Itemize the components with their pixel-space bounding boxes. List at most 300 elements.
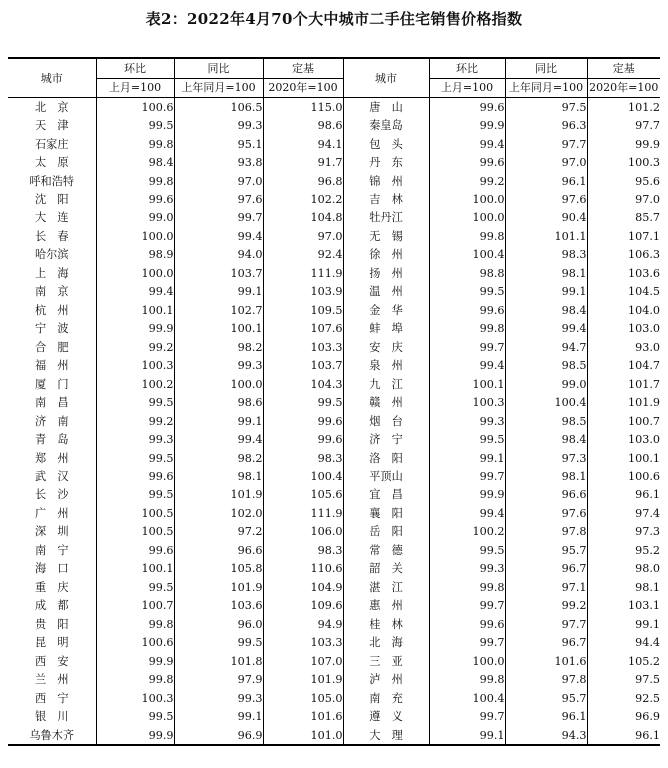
cell-base-right: 100.1: [587, 449, 660, 467]
cell-yoy-right: 99.2: [505, 597, 587, 615]
cell-mom-right: 99.1: [429, 449, 505, 467]
cell-yoy-left: 100.0: [174, 375, 263, 393]
cell-city-left: 乌鲁木齐: [8, 726, 96, 745]
cell-mom-left: 100.6: [96, 634, 174, 652]
cell-yoy-left: 99.4: [174, 430, 263, 448]
cell-mom-right: 99.2: [429, 172, 505, 190]
cell-base-right: 92.5: [587, 689, 660, 707]
cell-base-left: 101.0: [263, 726, 343, 745]
table-row: [8, 578, 660, 596]
cell-base-left: 111.9: [263, 504, 343, 522]
cell-mom-right: 99.9: [429, 116, 505, 134]
cell-city-left: 济 南: [34, 414, 69, 428]
cell-city-left: 长 沙: [34, 488, 69, 502]
cell-base-right: 96.1: [587, 486, 660, 504]
cell-base-right: 99.1: [587, 615, 660, 633]
cell-mom-right: 99.5: [429, 541, 505, 559]
cell-base-left: 103.7: [263, 357, 343, 375]
cell-city-right: 烟 台: [343, 412, 429, 430]
cell-base-right: 104.0: [587, 301, 660, 319]
cell-city-left: 大 连: [34, 211, 69, 225]
cell-city-right: 唐 山: [343, 98, 429, 117]
cell-city-right: 温 州: [343, 283, 429, 301]
cell-city-left: 贵 阳: [34, 617, 69, 631]
cell-mom-right: 99.6: [429, 98, 505, 117]
cell-yoy-left: 98.6: [174, 394, 263, 412]
cell-base-left: 98.3: [263, 541, 343, 559]
cell-city-left: 南 宁: [34, 543, 69, 557]
cell-city-left: 南 京: [34, 285, 69, 299]
table-row: [8, 523, 660, 541]
cell-yoy-left: 103.7: [174, 264, 263, 282]
cell-city-left: 宁 波: [34, 322, 69, 336]
cell-yoy-right: 96.1: [505, 707, 587, 725]
cell-city-left: 哈尔滨: [34, 248, 69, 262]
cell-mom-right: 99.8: [429, 227, 505, 245]
cell-city-right: 三 亚: [343, 652, 429, 670]
cell-mom-left: 100.5: [96, 504, 174, 522]
cell-mom-right: 99.6: [429, 301, 505, 319]
cell-base-right: 98.0: [587, 560, 660, 578]
table-row: [8, 172, 660, 190]
table-row: [8, 541, 660, 559]
cell-mom-left: 99.9: [96, 320, 174, 338]
cell-mom-left: 99.8: [96, 671, 174, 689]
cell-yoy-right: 97.1: [505, 578, 587, 596]
table-header: [8, 58, 660, 98]
cell-yoy-left: 97.6: [174, 190, 263, 208]
cell-city-left: 青 岛: [34, 433, 69, 447]
cell-yoy-left: 95.1: [174, 135, 263, 153]
table-row: [8, 190, 660, 208]
cell-base-left: 98.3: [263, 449, 343, 467]
cell-mom-left: 99.5: [96, 486, 174, 504]
cell-mom-right: 99.3: [429, 412, 505, 430]
cell-mom-right: 99.8: [429, 671, 505, 689]
cell-city-right: 牡丹江: [343, 209, 429, 227]
cell-base-left: 104.9: [263, 578, 343, 596]
cell-yoy-left: 99.1: [174, 283, 263, 301]
cell-base-right: 97.7: [587, 116, 660, 134]
table-title: 表2：2022年4月70个大中城市二手住宅销售价格指数: [145, 10, 523, 28]
cell-city-right: 常 德: [343, 541, 429, 559]
header-base-sub-right: 2020年=100: [587, 78, 660, 98]
table-row: [8, 209, 660, 227]
header-base-sub-left: 2020年=100: [263, 78, 343, 98]
cell-city-left: 厦 门: [34, 377, 69, 391]
cell-mom-left: 99.8: [96, 135, 174, 153]
cell-mom-left: 100.1: [96, 560, 174, 578]
cell-yoy-left: 98.1: [174, 467, 263, 485]
table-row: [8, 135, 660, 153]
cell-base-right: 101.9: [587, 394, 660, 412]
cell-mom-left: 99.9: [96, 726, 174, 745]
cell-yoy-right: 98.4: [505, 430, 587, 448]
header-city-left: 城市: [8, 58, 96, 98]
cell-yoy-right: 98.5: [505, 412, 587, 430]
cell-base-right: 99.9: [587, 135, 660, 153]
cell-mom-left: 99.3: [96, 430, 174, 448]
cell-base-left: 92.4: [263, 246, 343, 264]
cell-base-right: 100.3: [587, 153, 660, 171]
cell-city-right: 北 海: [343, 634, 429, 652]
cell-yoy-left: 103.6: [174, 597, 263, 615]
cell-mom-right: 100.1: [429, 375, 505, 393]
cell-city-right: 平顶山: [343, 467, 429, 485]
cell-city-left: 天 津: [34, 119, 69, 133]
table-row: [8, 671, 660, 689]
cell-yoy-left: 99.3: [174, 689, 263, 707]
cell-mom-left: 100.3: [96, 689, 174, 707]
cell-base-right: 104.7: [587, 357, 660, 375]
table-row: [8, 375, 660, 393]
cell-yoy-right: 97.8: [505, 523, 587, 541]
header-mom-right: 环比: [429, 58, 505, 78]
cell-city-left: 呼和浩特: [29, 174, 75, 188]
cell-mom-left: 99.8: [96, 615, 174, 633]
cell-base-left: 94.1: [263, 135, 343, 153]
cell-yoy-right: 96.6: [505, 486, 587, 504]
table-row: [8, 615, 660, 633]
cell-city-left: 上 海: [34, 266, 69, 280]
cell-yoy-right: 98.1: [505, 467, 587, 485]
table-row: [8, 449, 660, 467]
cell-yoy-left: 106.5: [174, 98, 263, 117]
cell-yoy-right: 98.5: [505, 357, 587, 375]
table-row: [8, 726, 660, 745]
cell-base-right: 97.0: [587, 190, 660, 208]
cell-mom-right: 99.4: [429, 357, 505, 375]
cell-city-right: 湛 江: [343, 578, 429, 596]
cell-city-left: 西 宁: [34, 691, 69, 705]
cell-mom-left: 99.6: [96, 467, 174, 485]
cell-yoy-left: 102.0: [174, 504, 263, 522]
cell-city-left: 合 肥: [34, 340, 69, 354]
cell-city-right: 泸 州: [343, 671, 429, 689]
cell-mom-right: 100.4: [429, 689, 505, 707]
cell-base-left: 100.4: [263, 467, 343, 485]
cell-base-left: 99.6: [263, 430, 343, 448]
cell-city-left: 银 川: [34, 710, 69, 724]
cell-city-left: 深 圳: [34, 525, 69, 539]
cell-yoy-left: 96.0: [174, 615, 263, 633]
cell-city-right: 洛 阳: [343, 449, 429, 467]
cell-base-right: 96.1: [587, 726, 660, 745]
cell-city-left: 太 原: [34, 156, 69, 170]
cell-base-right: 104.5: [587, 283, 660, 301]
cell-city-right: 韶 关: [343, 560, 429, 578]
cell-city-left: 福 州: [34, 359, 69, 373]
cell-mom-left: 100.2: [96, 375, 174, 393]
cell-base-left: 105.0: [263, 689, 343, 707]
cell-yoy-right: 94.7: [505, 338, 587, 356]
cell-city-right: 惠 州: [343, 597, 429, 615]
cell-base-right: 100.6: [587, 467, 660, 485]
cell-city-left: 石家庄: [34, 137, 69, 151]
cell-mom-left: 100.3: [96, 357, 174, 375]
cell-yoy-left: 105.8: [174, 560, 263, 578]
cell-city-right: 徐 州: [343, 246, 429, 264]
cell-base-right: 95.6: [587, 172, 660, 190]
cell-city-left: 郑 州: [34, 451, 69, 465]
cell-yoy-left: 102.7: [174, 301, 263, 319]
cell-mom-left: 100.7: [96, 597, 174, 615]
cell-base-left: 106.0: [263, 523, 343, 541]
cell-mom-left: 98.9: [96, 246, 174, 264]
cell-mom-right: 100.2: [429, 523, 505, 541]
header-mom-sub-left: 上月=100: [96, 78, 174, 98]
cell-yoy-left: 93.8: [174, 153, 263, 171]
table-row: [8, 394, 660, 412]
cell-city-right: 金 华: [343, 301, 429, 319]
cell-yoy-right: 97.6: [505, 190, 587, 208]
header-yoy-sub-left: 上年同月=100: [174, 78, 263, 98]
cell-yoy-left: 99.5: [174, 634, 263, 652]
cell-mom-right: 99.7: [429, 338, 505, 356]
cell-city-right: 秦皇岛: [343, 116, 429, 134]
cell-yoy-left: 99.7: [174, 209, 263, 227]
table-row: [8, 301, 660, 319]
cell-city-right: 大 理: [343, 726, 429, 745]
cell-base-right: 101.7: [587, 375, 660, 393]
table-row: [8, 320, 660, 338]
cell-yoy-left: 96.6: [174, 541, 263, 559]
table-row: [8, 338, 660, 356]
cell-city-right: 南 充: [343, 689, 429, 707]
cell-city-right: 岳 阳: [343, 523, 429, 541]
cell-city-left: 昆 明: [34, 636, 69, 650]
table-row: [8, 246, 660, 264]
cell-base-left: 102.2: [263, 190, 343, 208]
header-mom-sub-right: 上月=100: [429, 78, 505, 98]
cell-mom-left: 100.5: [96, 523, 174, 541]
cell-city-left: 兰 州: [34, 673, 69, 687]
table-row: [8, 227, 660, 245]
header-yoy-right: 同比: [505, 58, 587, 78]
cell-mom-right: 99.5: [429, 283, 505, 301]
cell-base-left: 110.6: [263, 560, 343, 578]
table-row: [8, 467, 660, 485]
cell-base-left: 111.9: [263, 264, 343, 282]
table-row: [8, 153, 660, 171]
cell-city-left: 沈 阳: [34, 192, 69, 206]
cell-mom-right: 99.7: [429, 707, 505, 725]
cell-base-right: 103.0: [587, 320, 660, 338]
cell-base-right: 103.6: [587, 264, 660, 282]
cell-yoy-right: 98.4: [505, 301, 587, 319]
cell-base-left: 104.3: [263, 375, 343, 393]
cell-yoy-right: 96.7: [505, 634, 587, 652]
cell-yoy-right: 97.6: [505, 504, 587, 522]
table-row: [8, 634, 660, 652]
cell-yoy-left: 97.9: [174, 671, 263, 689]
cell-city-left: 成 都: [34, 599, 69, 613]
cell-yoy-left: 98.2: [174, 338, 263, 356]
cell-base-right: 94.4: [587, 634, 660, 652]
cell-yoy-right: 96.7: [505, 560, 587, 578]
cell-mom-left: 99.2: [96, 412, 174, 430]
cell-yoy-left: 99.1: [174, 412, 263, 430]
cell-base-left: 109.5: [263, 301, 343, 319]
cell-base-left: 96.8: [263, 172, 343, 190]
cell-city-left: 西 安: [34, 654, 69, 668]
cell-yoy-right: 96.1: [505, 172, 587, 190]
cell-city-right: 蚌 埠: [343, 320, 429, 338]
cell-base-right: 101.2: [587, 98, 660, 117]
cell-yoy-left: 96.9: [174, 726, 263, 745]
cell-base-left: 103.9: [263, 283, 343, 301]
cell-yoy-right: 95.7: [505, 689, 587, 707]
table-row: [8, 689, 660, 707]
table-row: [8, 264, 660, 282]
cell-mom-right: 99.8: [429, 578, 505, 596]
cell-city-right: 赣 州: [343, 394, 429, 412]
cell-mom-right: 99.5: [429, 430, 505, 448]
cell-yoy-right: 101.1: [505, 227, 587, 245]
cell-base-left: 103.3: [263, 338, 343, 356]
cell-base-right: 93.0: [587, 338, 660, 356]
cell-city-right: 九 江: [343, 375, 429, 393]
cell-yoy-right: 90.4: [505, 209, 587, 227]
cell-mom-left: 100.0: [96, 264, 174, 282]
cell-city-left: 海 口: [34, 562, 69, 576]
cell-yoy-left: 101.9: [174, 486, 263, 504]
cell-yoy-left: 98.2: [174, 449, 263, 467]
cell-yoy-right: 95.7: [505, 541, 587, 559]
cell-city-right: 吉 林: [343, 190, 429, 208]
cell-yoy-right: 97.0: [505, 153, 587, 171]
cell-base-right: 105.2: [587, 652, 660, 670]
cell-city-left: 北 京: [34, 100, 69, 114]
cell-base-left: 104.8: [263, 209, 343, 227]
header-base-right: 定基: [587, 58, 660, 78]
cell-mom-left: 100.0: [96, 227, 174, 245]
table-row: [8, 597, 660, 615]
cell-yoy-left: 99.1: [174, 707, 263, 725]
header-mom-left: 环比: [96, 58, 174, 78]
cell-yoy-left: 99.3: [174, 116, 263, 134]
cell-mom-right: 99.9: [429, 486, 505, 504]
cell-base-right: 103.0: [587, 430, 660, 448]
cell-base-left: 109.6: [263, 597, 343, 615]
cell-city-left: 广 州: [34, 506, 69, 520]
cell-mom-left: 99.6: [96, 541, 174, 559]
cell-mom-left: 99.5: [96, 707, 174, 725]
cell-base-right: 96.9: [587, 707, 660, 725]
cell-mom-left: 98.4: [96, 153, 174, 171]
header-yoy-left: 同比: [174, 58, 263, 78]
cell-mom-right: 100.0: [429, 209, 505, 227]
table-row: [8, 707, 660, 725]
cell-base-right: 100.7: [587, 412, 660, 430]
cell-city-right: 济 宁: [343, 430, 429, 448]
cell-base-right: 97.5: [587, 671, 660, 689]
cell-yoy-left: 99.3: [174, 357, 263, 375]
table-row: [8, 486, 660, 504]
cell-yoy-right: 96.3: [505, 116, 587, 134]
table-body: [8, 98, 660, 746]
cell-base-left: 94.9: [263, 615, 343, 633]
cell-mom-right: 99.6: [429, 153, 505, 171]
cell-yoy-left: 101.8: [174, 652, 263, 670]
cell-city-right: 襄 阳: [343, 504, 429, 522]
cell-city-right: 安 庆: [343, 338, 429, 356]
cell-base-left: 107.0: [263, 652, 343, 670]
cell-mom-right: 99.4: [429, 135, 505, 153]
header-city-right: 城市: [343, 58, 429, 98]
cell-city-right: 无 锡: [343, 227, 429, 245]
cell-base-left: 99.6: [263, 412, 343, 430]
cell-yoy-left: 97.2: [174, 523, 263, 541]
cell-base-left: 103.3: [263, 634, 343, 652]
cell-base-left: 107.6: [263, 320, 343, 338]
cell-city-left: 重 庆: [34, 580, 69, 594]
cell-mom-right: 99.7: [429, 634, 505, 652]
cell-mom-right: 100.0: [429, 652, 505, 670]
cell-mom-left: 99.2: [96, 338, 174, 356]
cell-base-left: 101.9: [263, 671, 343, 689]
cell-city-left: 杭 州: [34, 303, 69, 317]
cell-city-right: 泉 州: [343, 357, 429, 375]
cell-city-right: 丹 东: [343, 153, 429, 171]
cell-base-right: 85.7: [587, 209, 660, 227]
cell-yoy-right: 99.4: [505, 320, 587, 338]
cell-yoy-left: 100.1: [174, 320, 263, 338]
cell-city-right: 宜 昌: [343, 486, 429, 504]
cell-yoy-right: 101.6: [505, 652, 587, 670]
table-row: [8, 504, 660, 522]
table-row: [8, 412, 660, 430]
cell-mom-right: 100.4: [429, 246, 505, 264]
cell-mom-left: 99.0: [96, 209, 174, 227]
cell-base-right: 95.2: [587, 541, 660, 559]
cell-base-right: 97.3: [587, 523, 660, 541]
cell-mom-left: 99.5: [96, 578, 174, 596]
cell-yoy-right: 98.3: [505, 246, 587, 264]
cell-mom-left: 99.5: [96, 449, 174, 467]
cell-mom-left: 99.8: [96, 172, 174, 190]
cell-mom-left: 99.5: [96, 116, 174, 134]
cell-base-left: 91.7: [263, 153, 343, 171]
price-index-table: [8, 57, 660, 746]
cell-mom-left: 99.5: [96, 394, 174, 412]
cell-yoy-right: 97.3: [505, 449, 587, 467]
table-row: [8, 357, 660, 375]
cell-city-right: 包 头: [343, 135, 429, 153]
cell-base-right: 98.1: [587, 578, 660, 596]
cell-city-right: 扬 州: [343, 264, 429, 282]
cell-city-right: 锦 州: [343, 172, 429, 190]
table-row: [8, 98, 660, 117]
cell-mom-left: 99.6: [96, 190, 174, 208]
cell-mom-right: 100.0: [429, 190, 505, 208]
table-row: [8, 652, 660, 670]
cell-mom-right: 99.3: [429, 560, 505, 578]
cell-mom-right: 99.1: [429, 726, 505, 745]
cell-city-right: 桂 林: [343, 615, 429, 633]
cell-mom-right: 99.4: [429, 504, 505, 522]
cell-yoy-left: 97.0: [174, 172, 263, 190]
cell-mom-right: 99.6: [429, 615, 505, 633]
header-base-left: 定基: [263, 58, 343, 78]
cell-base-left: 98.6: [263, 116, 343, 134]
cell-yoy-left: 94.0: [174, 246, 263, 264]
cell-mom-right: 98.8: [429, 264, 505, 282]
table-row: [8, 560, 660, 578]
cell-mom-right: 100.3: [429, 394, 505, 412]
cell-base-right: 106.3: [587, 246, 660, 264]
cell-yoy-left: 99.4: [174, 227, 263, 245]
